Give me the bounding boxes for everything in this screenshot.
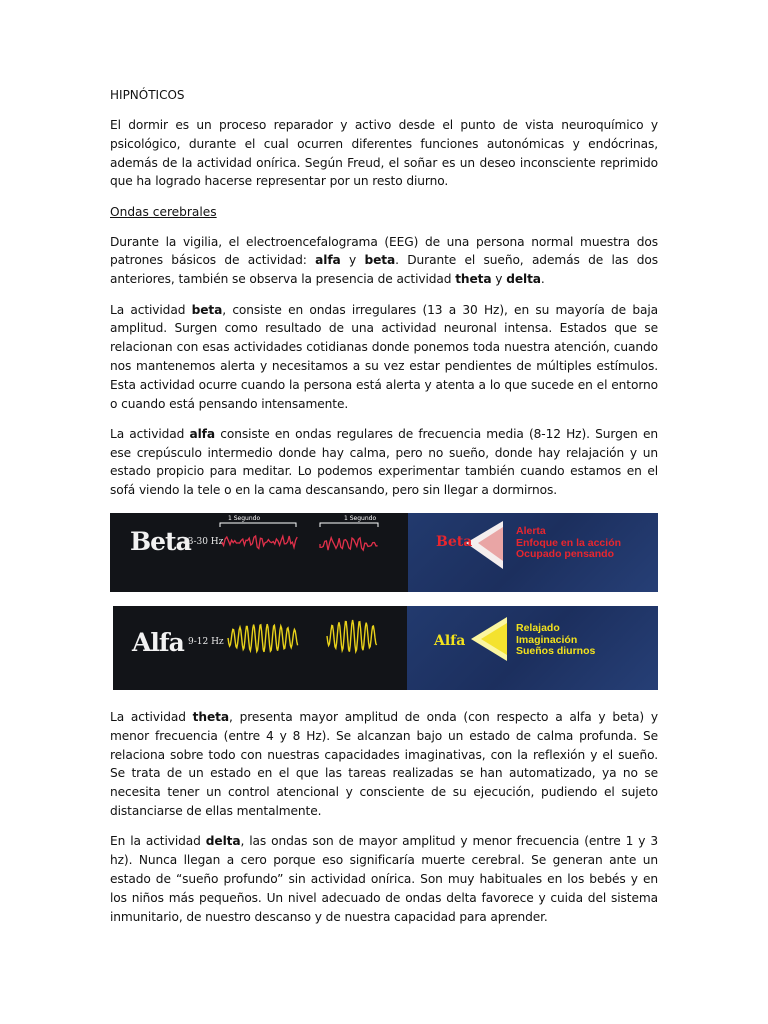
alfa-desc-line: Relajado [516,622,560,635]
alfa-wave-trace [327,620,377,652]
alfa-figure-label: Alfa [132,628,184,658]
beta-paragraph: La actividad beta, consiste en ondas irregulares (13 a 30 Hz), en su mayoría de baja amplitud. Surgen como resultado de una actividad neuronal intensa. Estados que se relacionan con esas actividades cotidianas donde ponemos toda nuestra atención, cuando nos mantenemos alerta y necesitamos a su vez estar pendientes de múltiples estímulos. Esta actividad ocurre cuando la persona está alerta y atenta a lo que sucede en el entorno o cuando está pensando intensamente. [110,302,658,411]
beta-wave-trace [222,536,297,549]
alfa-wave-trace [228,624,298,652]
beta-wave-figure [110,513,658,592]
beta-second-label-2: 1 Segundo [344,515,377,523]
second-bracket [320,523,378,527]
section-heading: Ondas cerebrales [110,204,217,219]
alfa-paragraph: La actividad alfa consiste en ondas regulares de frecuencia media (8-12 Hz). Surgen en ese crepúsculo intermedio donde hay calma, pero no sueño, donde hay relajación y un estado propicio para meditar. Lo podemos experimentar también cuando estamos en el sofá viendo la tele o en la cama descansando, pero sin llegar a dormirnos. [110,426,658,498]
beta-figure-label: Beta [130,527,191,557]
beta-frequency-label: 13-30 Hz [182,537,224,548]
alfa-desc-line: Imaginación [516,633,578,646]
second-bracket [220,523,296,527]
alfa-frequency-label: 9-12 Hz [188,637,224,648]
beta-side-label: Beta [436,534,473,551]
beta-description [516,526,621,561]
beta-second-label-1: 1 Segundo [228,515,261,523]
alfa-description [516,623,595,658]
alfa-wave-figure [113,606,658,690]
intro-paragraph: El dormir es un proceso reparador y activo desde el punto de vista neuroquímico y psicológico, durante el cual ocurren diferentes funciones autonómicas y endócrinas, además de la actividad onírica. Según Freud, el soñar es un deseo inconsciente reprimido que ha logrado hacerse representar por un resto diurno. [110,118,658,189]
alfa-desc-line: Sueños diurnos [516,645,596,658]
eeg-patterns-paragraph: Durante la vigilia, el electroencefalograma (EEG) de una persona normal muestra dos patrones básicos de actividad: alfa y beta. Durante el sueño, además de las dos anteriores, también se observa la presencia de actividad theta y delta. [110,234,658,287]
document-title: HIPNÓTICOS [110,88,185,102]
beta-desc-line: Enfoque en la acción [516,536,622,549]
delta-paragraph: En la actividad delta, las ondas son de mayor amplitud y menor frecuencia (entre 1 y 3 hz). Nunca llegan a cero porque eso significaría muerte cerebral. Se generan ante un estado de “sueño profundo” sin actividad onírica. Son muy habituales en los bebés y en los niños más pequeños. Un nivel adecuado de ondas delta favorece y cuida del sistema inmunitario, de nuestro descanso y de nuestra capacidad para aprender. [110,834,658,924]
beta-desc-line: Ocupado pensando [516,548,615,561]
beta-wave-trace [320,538,378,550]
document-page [110,86,658,938]
theta-paragraph: La actividad theta, presenta mayor amplitud de onda (con respecto a alfa y beta) y menor frecuencia (entre 4 y 8 Hz). Se alcanzan bajo un estado de calma profunda. Se relaciona sobre todo con nuestras capacidades imaginativas, con la reflexión y el sueño. Se trata de un estado en el que las tareas realizadas se han automatizado, ya no se necesita tener un control atencional y consciente de su ejecución, pudiendo el sujeto distanciarse de ellas mentalmente. [110,710,658,819]
alfa-side-label: Alfa [434,633,466,650]
beta-desc-line: Alerta [516,525,546,538]
